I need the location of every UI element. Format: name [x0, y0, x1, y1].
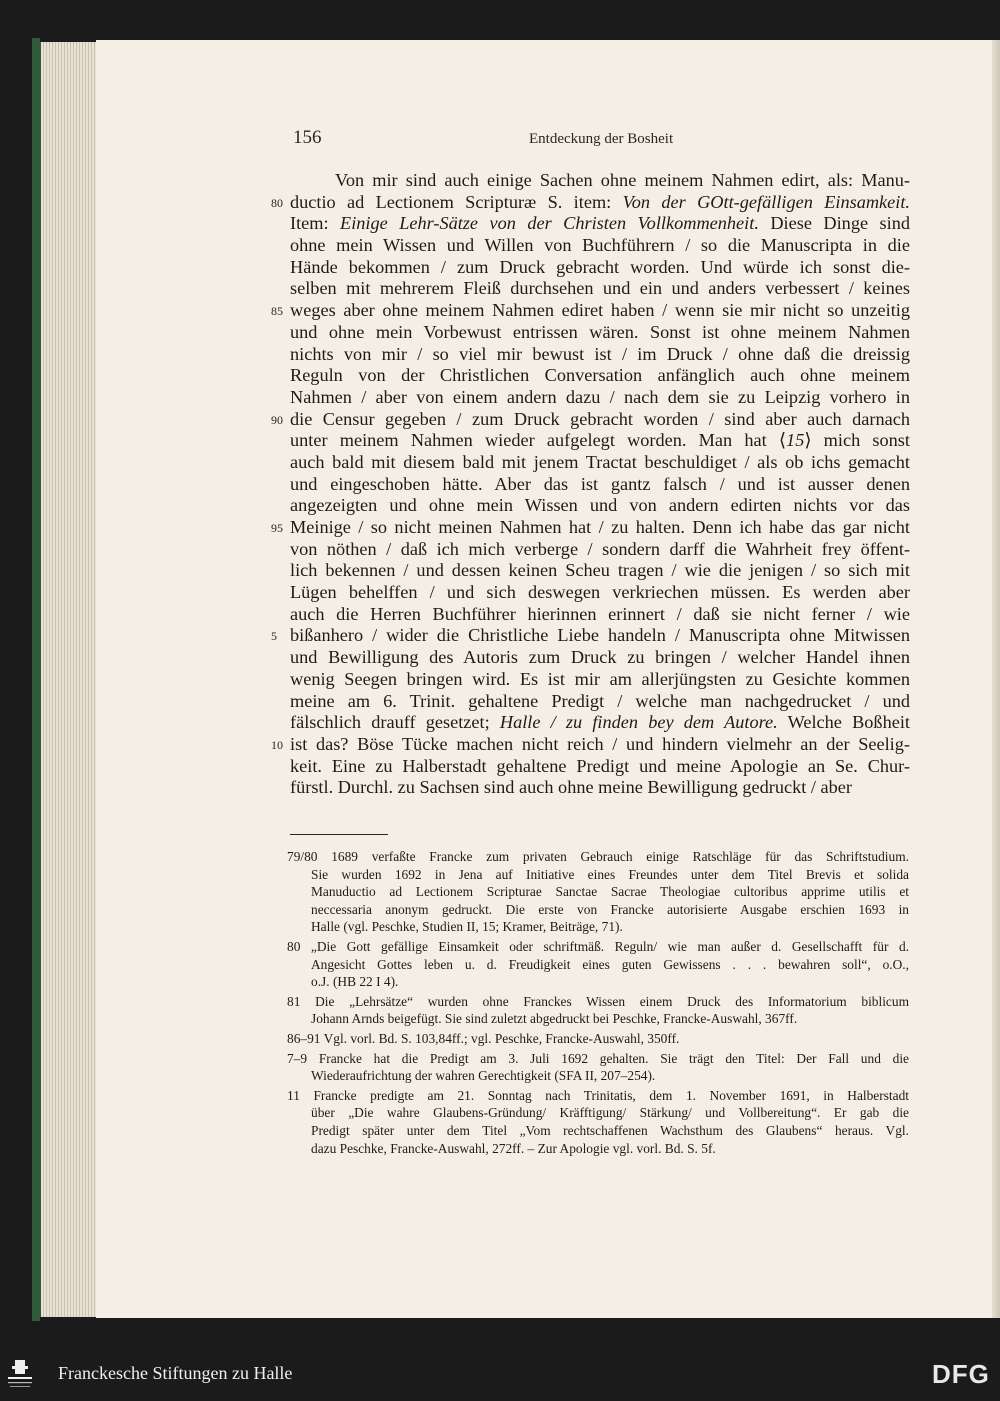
line-text: bißanhero / wider die Christliche Liebe handeln / Manuscripta ohne Mitwissen — [290, 625, 910, 646]
franckesche-stiftungen-logo-icon[interactable] — [4, 1357, 36, 1397]
footnote — [287, 1050, 909, 1085]
text-line — [290, 430, 910, 452]
text-line — [290, 712, 910, 734]
line-text: Reguln von der Christlichen Conversation anfänglich auch ohne meinem — [290, 365, 910, 386]
line-number: 90 — [271, 412, 283, 427]
footnote-line: o.J. (HB 22 I 4). — [311, 974, 399, 990]
line-text: Nahmen / aber von einem andern dazu / nach dem sie zu Leipzig vorhero in — [290, 386, 910, 407]
text-line — [271, 625, 910, 647]
footnote-line: 80 „Die Gott gefällige Einsamkeit oder schriftmäß. Reguln/ wie man außer d. Gesellschafft für d. — [287, 938, 909, 954]
line-text: fürstl. Durchl. zu Sachsen sind auch ohne meine Bewilligung gedruckt / aber — [290, 777, 852, 798]
footnote — [287, 1030, 909, 1048]
line-number: 95 — [271, 521, 283, 535]
text-line — [290, 582, 910, 604]
text-line — [290, 213, 910, 235]
footnote — [287, 993, 909, 1028]
text-line — [290, 278, 910, 300]
footnote-line: über „Die wahre Glaubens-Gründung/ Kräfftigung/ Stärkung/ und Vollbereitung“. Er gab die — [311, 1105, 909, 1121]
footnote — [287, 848, 909, 936]
line-number: 5 — [271, 629, 277, 644]
line-number: 85 — [271, 304, 283, 319]
text-line — [290, 539, 910, 561]
footnote-line: dazu Peschke, Francke-Auswahl, 272ff. – Zur Apologie vgl. vorl. Bd. S. 5f. — [311, 1140, 716, 1156]
footnote-line: neccessaria anonym gedruckt. Die erste von Francke autorisierte Ausgabe erschien 1693 in — [311, 901, 909, 917]
footnote-line: Johann Arnds beigefügt. Sie sind zuletzt abgedruckt bei Peschke, Francke-Auswahl, 367ff. — [311, 1011, 798, 1027]
text-line — [290, 257, 910, 279]
line-text: unter meinem Nahmen wieder aufgelegt worden. Man hat ⟨15⟩ mich sonst — [290, 430, 910, 451]
line-text: lich bekennen / und dessen keinen Scheu tragen / wie die jenigen / so sich mit — [290, 560, 910, 581]
line-text: Item: Einige Lehr-Sätze von der Christen Vollkommenheit. Diese Dinge sind — [290, 213, 910, 234]
text-line — [290, 170, 910, 192]
line-text: angezeigten und ohne mein Wissen und von andern edirten nichts vor das — [290, 495, 910, 516]
text-line — [290, 495, 910, 517]
text-line — [290, 235, 910, 257]
page-number: 156 — [293, 127, 322, 148]
line-number: 80 — [271, 195, 283, 210]
page-gutter — [992, 40, 1000, 1318]
text-line — [271, 191, 910, 214]
line-text: keit. Eine zu Halberstadt gehaltene Predigt und meine Apologie an Se. Chur- — [290, 755, 910, 776]
line-text: selben mit mehrerem Fleiß durchsehen und ein und anders verbessert / keines — [290, 278, 910, 299]
text-line — [290, 560, 910, 582]
line-text: weges aber ohne meinem Nahmen ediret haben / wenn sie mir nicht so unzeitig — [290, 300, 910, 321]
footnote-line: 79/80 1689 verfaßte Francke zum privaten Gebrauch einige Ratschläge für das Schriftstudium. — [287, 849, 909, 864]
line-text: ohne mein Wissen und Willen von Buchführern / so die Manuscripta in die — [290, 235, 910, 256]
text-line — [290, 387, 910, 409]
line-text: meine am 6. Trinit. gehaltene Predigt / welche man nachgedrucket / und — [290, 690, 910, 711]
footnote-line: Manuductio ad Lectionem Scripturae Sanctae Sacrae Theologiae cultoribus apprime utilis et — [311, 884, 909, 900]
line-text: wenig Seegen bringen wird. Es ist mir am allerjüngsten zu Gesichte kommen — [290, 668, 910, 689]
footnote-line: 7–9 Francke hat die Predigt am 3. Juli 1692 gehalten. Sie trägt den Titel: Der Fall und die — [287, 1050, 909, 1066]
text-line — [290, 322, 910, 344]
line-text: ductio ad Lectionem Scripturæ S. item: Von der GOtt-gefälligen Einsamkeit. — [290, 191, 910, 212]
text-line — [290, 647, 910, 669]
line-text: und eingeschoben hätte. Aber das ist gantz falsch / und ist ausser denen — [290, 473, 910, 494]
line-text: die Censur gegeben / zum Druck gebracht worden / sind aber auch darnach — [290, 408, 910, 429]
footnote-rule — [290, 834, 388, 835]
footnote-line: Predigt später unter dem Titel „Vom rechtschaffenen Wachsthum des Glaubens“ heraus. Vgl. — [311, 1122, 909, 1138]
text-line — [290, 344, 910, 366]
footnote-line: 81 Die „Lehrsätze“ wurden ohne Franckes Wissen einem Druck des Informatorium biblicum — [287, 993, 909, 1009]
text-line — [290, 365, 910, 387]
main-text — [271, 170, 910, 799]
line-text: Hände bekommen / zum Druck gebracht worden. Und würde ich sonst die- — [290, 256, 910, 277]
footnote-line: Sie wurden 1692 in Jena auf Initiative eines Freundes unter dem Titel Brevis et solida — [311, 866, 909, 882]
text-line — [290, 452, 910, 474]
text-line — [290, 756, 910, 778]
line-text: von nöthen / daß ich mich verberge / sondern darff die Wahrheit frey öffent- — [290, 538, 910, 559]
line-text: ist das? Böse Tücke machen nicht reich / und hindern vielmehr an der Seelig- — [290, 733, 910, 754]
text-line — [271, 408, 910, 431]
text-line — [271, 300, 910, 322]
text-line — [290, 777, 910, 799]
line-text: und ohne mein Vorbewust entrissen wären. Sonst ist ohne meinem Nahmen — [290, 321, 910, 342]
dfg-logo: DFG — [932, 1359, 990, 1389]
line-text: Meinige / so nicht meinen Nahmen hat / zu halten. Denn ich habe das gar nicht — [290, 517, 910, 537]
page-edges — [38, 42, 103, 1317]
running-head — [0, 127, 1000, 157]
footnote-line: 11 Francke predigte am 21. Sonntag nach Trinitatis, dem 1. November 1691, in Halberstadt — [287, 1087, 909, 1103]
footnote — [287, 1087, 909, 1157]
footnote-line: Halle (vgl. Peschke, Studien II, 15; Kramer, Beiträge, 71). — [311, 919, 623, 935]
text-line — [290, 691, 910, 713]
footnote-line: Angesicht Gottes leben u. d. Freudigkeit eines guten Gewissens . . . bewahren soll“, o.O., — [311, 956, 909, 972]
line-text: nichts von mir / so viel mir bewust ist / im Druck / ohne daß die dreissig — [290, 343, 910, 364]
line-number: 10 — [271, 737, 283, 752]
footnote — [287, 938, 909, 991]
line-text: Von mir sind auch einige Sachen ohne meinem Nahmen edirt, als: Manu- — [335, 170, 910, 190]
footer-bar — [0, 1349, 1000, 1400]
line-text: fälschlich drauff gesetzet; Halle / zu finden bey dem Autore. Welche Boßheit — [290, 712, 910, 733]
text-line — [290, 474, 910, 496]
text-line — [290, 604, 910, 626]
footnote-line: 86–91 Vgl. vorl. Bd. S. 103,84ff.; vgl. Peschke, Francke-Auswahl, 350ff. — [287, 1030, 680, 1046]
footnotes — [287, 848, 909, 1159]
text-line — [271, 517, 910, 539]
line-text: Lügen behelffen / und sich deswegen verkriechen müssen. Es werden aber — [290, 582, 910, 603]
line-text: und Bewilligung des Autoris zum Druck zu bringen / welcher Handel ihnen — [290, 647, 910, 668]
text-line — [271, 733, 910, 756]
running-title: Entdeckung der Bosheit — [529, 131, 674, 147]
text-line — [290, 669, 910, 691]
line-text: auch bald mit diesem bald mit jenem Tractat beschuldiget / als ob ichs gemacht — [290, 451, 910, 472]
footnote-line: Wiederaufrichtung der wahren Gerechtigkeit (SFA II, 207–254). — [311, 1068, 656, 1084]
footer-institution: Franckesche Stiftungen zu Halle — [58, 1363, 293, 1383]
line-text: auch die Herren Buchführer hierinnen erinnert / daß sie nicht ferner / wie — [290, 603, 910, 624]
